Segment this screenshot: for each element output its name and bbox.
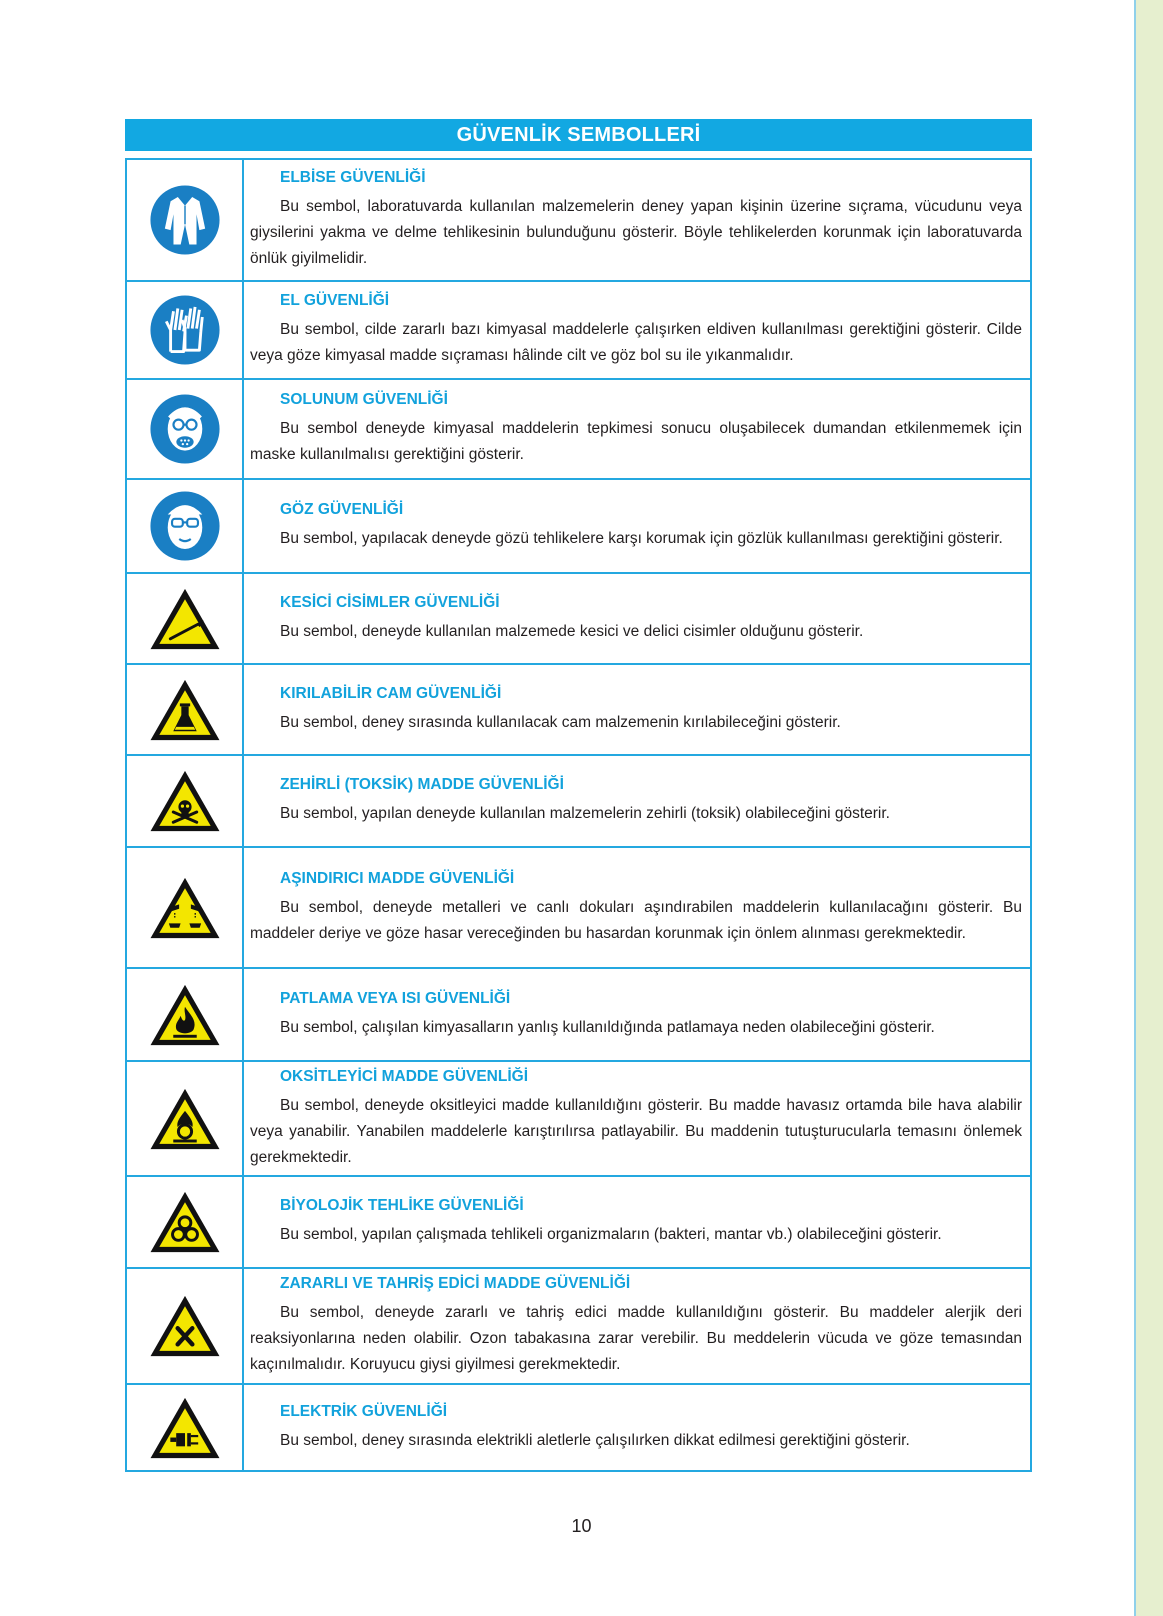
corrosive-icon [148,875,222,941]
electric-plug-icon [148,1395,222,1461]
row-title: EL GÜVENLİĞİ [280,292,390,309]
gloves-icon [149,294,221,366]
goggles-icon [149,490,221,562]
skull-crossbones-icon [148,768,222,834]
table-row [127,282,1030,380]
row-description: Bu sembol deneyde kimyasal maddelerin tepkimesi sonucu oluşabilecek dumandan etkilenmemek için maske kullanılmalısı gerektiğini gösterir. [250,420,1022,463]
oxidizer-icon [148,1086,222,1152]
text-cell [244,1269,1030,1383]
table-row [127,1385,1030,1470]
row-description: Bu sembol, deneyde zararlı ve tahriş edici madde kullanıldığını gösterir. Bu maddeler alerjik deri reaksiyonlarına neden olabilir. Ozon tabakasına zarar verebilir. Bu meddelerin vücuda ve göze temasından kaçınılmalıdır. Koruyucu giysi giyilmesi gerekmektedir. [250,1304,1022,1373]
table-row [127,380,1030,480]
row-description: Bu sembol, deneyde oksitleyici madde kullanıldığını gösterir. Bu madde havasız ortamda bile hava alabilir veya yanabilir. Yanabilen maddelerle karıştırılırsa patlayabilir. Bu maddenin tutuşturucularla temasını önlemek gerekmektedir. [250,1096,1022,1166]
table-row [127,480,1030,574]
text-cell [244,665,1030,754]
icon-cell [127,480,244,572]
sharp-objects-icon [148,586,222,652]
table-row [127,756,1030,848]
row-description: Bu sembol, çalışılan kimyasalların yanlış kullanıldığında patlamaya neden olabileceğini gösterir. [280,1018,935,1036]
page-title: GÜVENLİK SEMBOLLERİ [125,119,1032,151]
icon-cell [127,1062,244,1175]
row-description: Bu sembol, yapılacak deneyde gözü tehlikelere karşı korumak için gözlük kullanılması gerektiğini gösterir. [280,530,1003,547]
text-cell [244,756,1030,846]
flammable-icon [148,982,222,1048]
row-title: PATLAMA VEYA ISI GÜVENLİĞİ [280,989,511,1007]
table-row [127,1177,1030,1269]
icon-cell [127,380,244,478]
row-description: Bu sembol, deneyde metalleri ve canlı dokuları aşındırabilen maddelerin kullanılacağını gösterir. Bu maddeler deriye ve göze hasar vereceğinden bu hasardan korunmak için önlem alınması gerekmektedir. [250,898,1022,942]
text-cell [244,1385,1030,1470]
text-cell [244,380,1030,478]
row-description: Bu sembol, yapılan çalışmada tehlikeli organizmaların (bakteri, mantar vb.) olabileceğini gösterir. [280,1226,942,1243]
row-title: ELEKTRİK GÜVENLİĞİ [280,1402,448,1420]
lab-coat-icon [149,184,221,256]
table-row [127,665,1030,756]
row-title: ZEHİRLİ (TOKSİK) MADDE GÜVENLİĞİ [280,776,564,793]
row-description: Bu sembol, deneyde kullanılan malzemede kesici ve delici cisimler olduğunu gösterir. [280,622,864,640]
icon-cell [127,574,244,663]
text-cell [244,282,1030,378]
icon-cell [127,665,244,754]
text-cell [244,160,1030,280]
icon-cell [127,1177,244,1267]
safety-symbols-table [125,158,1032,1472]
respirator-mask-icon [149,393,221,465]
breakable-glass-icon [148,677,222,743]
icon-cell [127,1385,244,1470]
row-description: Bu sembol, laboratuvarda kullanılan malzemelerin deney yapan kişinin üzerine sıçrama, vücudunu veya giysilerini yakma ve delme tehlikesinin bulunduğunu gösterir. Böyle tehlikelerden korunmak için laboratuvarda önlük giyilmelidir. [250,198,1022,267]
text-cell [244,480,1030,572]
text-cell [244,848,1030,967]
row-title: ZARARLI VE TAHRİŞ EDİCİ MADDE GÜVENLİĞİ [280,1275,631,1292]
icon-cell [127,756,244,846]
row-description: Bu sembol, deney sırasında elektrikli aletlerle çalışılırken dikkat edilmesi gerektiğini gösterir. [280,1431,910,1449]
icon-cell [127,1269,244,1383]
table-row [127,160,1030,282]
text-cell [244,969,1030,1060]
table-row [127,1269,1030,1385]
icon-cell [127,160,244,280]
row-title: KESİCİ CİSİMLER GÜVENLİĞİ [280,593,500,611]
row-description: Bu sembol, yapılan deneyde kullanılan malzemelerin zehirli (toksik) olabileceğini gösterir. [280,805,890,822]
text-cell [244,574,1030,663]
table-row [127,848,1030,969]
side-strip [1134,0,1163,1616]
table-row [127,574,1030,665]
row-title: SOLUNUM GÜVENLİĞİ [280,391,448,408]
row-title: AŞINDIRICI MADDE GÜVENLİĞİ [280,869,515,887]
row-description: Bu sembol, deney sırasında kullanılacak cam malzemenin kırılabileceğini gösterir. [280,713,841,731]
text-cell [244,1062,1030,1175]
row-title: GÖZ GÜVENLİĞİ [280,501,404,518]
biohazard-icon [148,1189,222,1255]
icon-cell [127,282,244,378]
row-title: BİYOLOJİK TEHLİKE GÜVENLİĞİ [280,1197,524,1214]
row-description: Bu sembol, cilde zararlı bazı kimyasal maddelerle çalışırken eldiven kullanılması gerektiğini gösterir. Cilde veya göze kimyasal madde sıçraması hâlinde cilt ve göz bol su ile yıkanmalıdır. [250,321,1022,364]
harmful-irritant-icon [148,1293,222,1359]
icon-cell [127,848,244,967]
text-cell [244,1177,1030,1267]
icon-cell [127,969,244,1060]
table-row [127,1062,1030,1177]
row-title: KIRILABİLİR CAM GÜVENLİĞİ [280,684,502,702]
row-title: OKSİTLEYİCİ MADDE GÜVENLİĞİ [280,1067,529,1085]
table-row [127,969,1030,1062]
page-number: 10 [571,1516,592,1536]
row-title: ELBİSE GÜVENLİĞİ [280,169,426,186]
